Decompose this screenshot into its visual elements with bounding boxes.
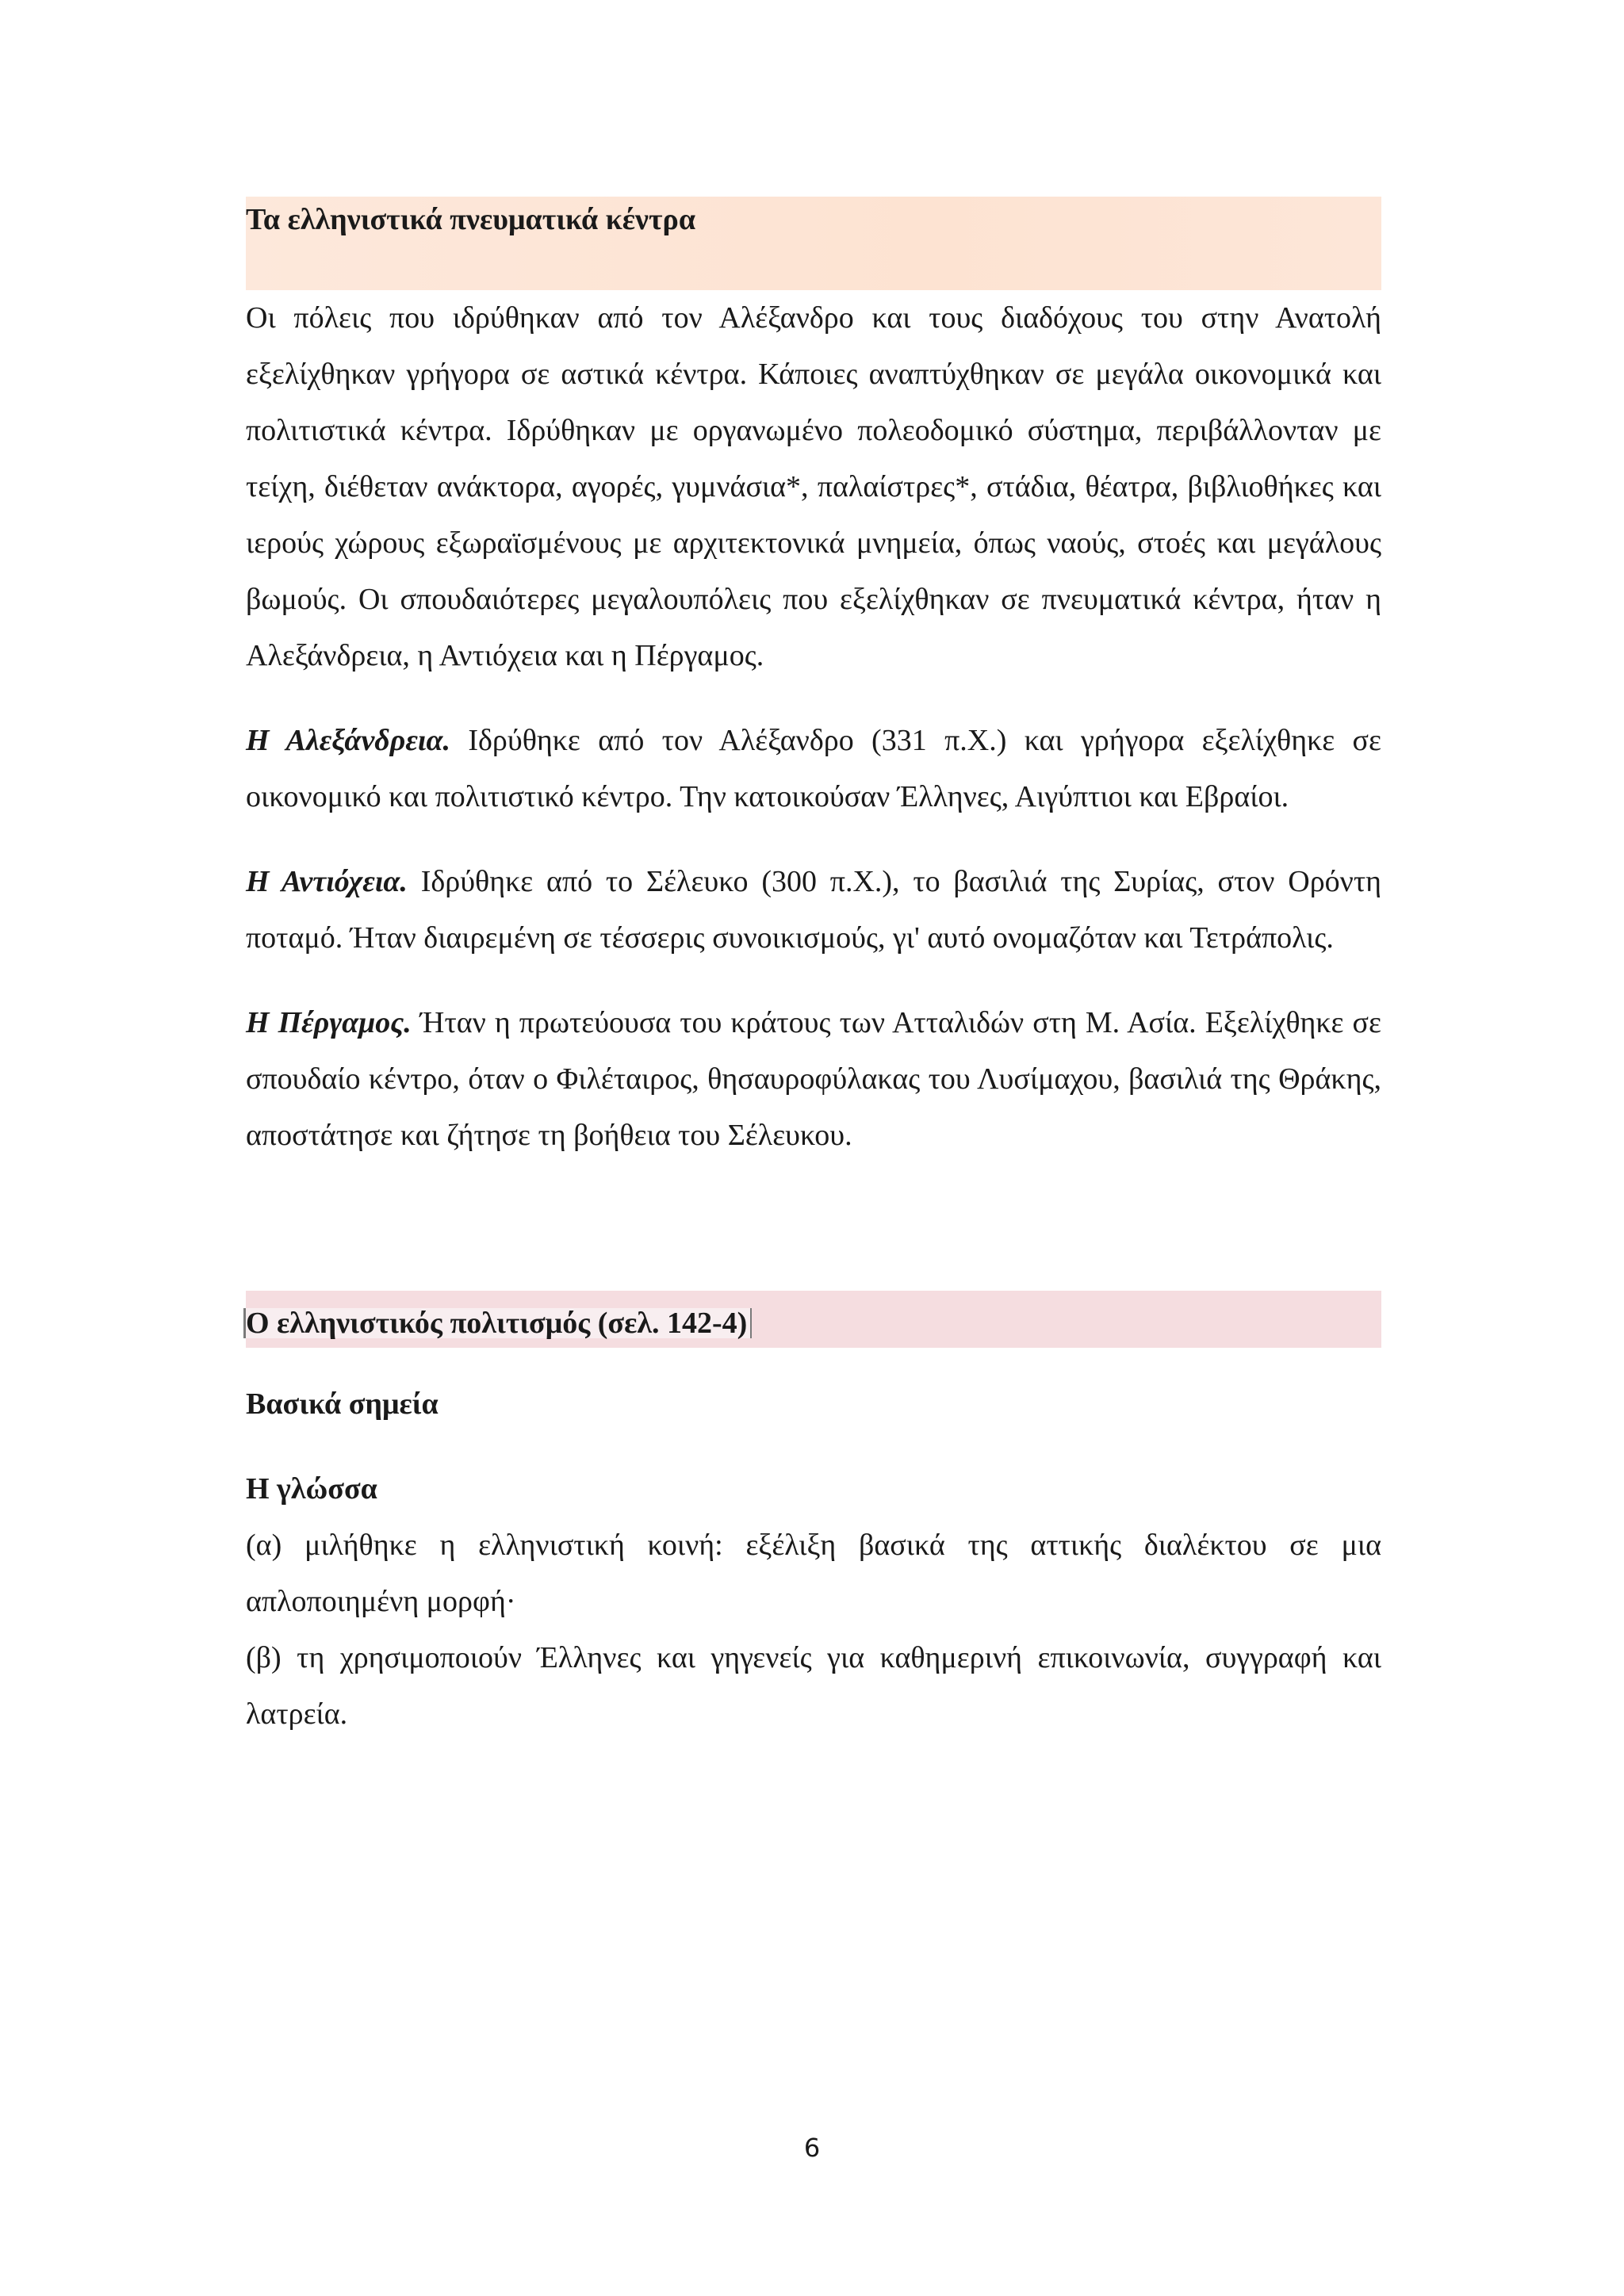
section-heading-band [246, 1291, 1381, 1348]
city-paragraph-antioch [246, 854, 1381, 966]
sub-heading: Βασικά σημεία [246, 1387, 439, 1421]
point-item: (α) μιλήθηκε η ελληνιστική κοινή: εξέλιξη βασικά της αττικής διαλέκτου σε μια απλοποιημένη μορφή· [246, 1529, 1381, 1618]
page-number: 6 [803, 2133, 821, 2163]
city-paragraph-alexandria [246, 713, 1381, 825]
city-name: Η Αντιόχεια. [246, 865, 408, 898]
section-heading-band [246, 197, 1381, 290]
city-text: Ιδρύθηκε από το Σέλευκο (300 π.Χ.), το βασιλιά της Συρίας, στον Ορόντη ποταμό. Ήταν διαιρεμένη σε τέσσερις συνοικισμούς, γι' αυτό ονομαζόταν και Τετράπολις. [246, 865, 1382, 955]
city-text: Ήταν η πρωτεύουσα του κράτους των Ατταλιδών στη Μ. Ασία. Εξελίχθηκε σε σπουδαίο κέντρο, όταν ο Φιλέταιρος, θησαυροφύλακας του Λυσίμαχου, βασιλιά της Θράκης, αποστάτησε και ζήτησε τη βοήθεια του Σέλευκου. [246, 1006, 1381, 1152]
topic-heading: Η γλώσσα [246, 1472, 377, 1506]
page-content [246, 197, 1381, 1743]
intro-paragraph: Οι πόλεις που ιδρύθηκαν από τον Αλέξανδρο και τους διαδόχους του στην Ανατολή εξελίχθηκαν γρήγορα σε αστικά κέντρα. Κάποιες αναπτύχθηκαν σε μεγάλα οικονομικά και πολιτιστικά κέντρα. Ιδρύθηκαν με οργανωμένο πολεοδομικό σύστημα, περιβάλλονταν με τείχη, διέθεταν ανάκτορα, αγορές, γυμνάσια*, παλαίστρες*, στάδια, θέατρα, βιβλιοθήκες και ιερούς χώρους εξωραϊσμένους με αρχιτεκτονικά μνημεία, όπως ναούς, στοές και μεγάλους βωμούς. Οι σπουδαιότερες μεγαλουπόλεις που εξελίχθηκαν σε πνευματικά κέντρα, ήταν η Αλεξάνδρεια, η Αντιόχεια και η Πέργαμος. [246, 301, 1381, 672]
section-heading: Τα ελληνιστικά πνευματικά κέντρα [246, 203, 696, 236]
city-name: Η Πέργαμος. [246, 1006, 412, 1039]
city-paragraph-pergamon [246, 995, 1381, 1164]
city-name: Η Αλεξάνδρεια. [246, 724, 451, 757]
city-text: Ιδρύθηκε από τον Αλέξανδρο (331 π.Χ.) και γρήγορα εξελίχθηκε σε οικονομικό και πολιτιστικό κέντρο. Την κατοικούσαν Έλληνες, Αιγύπτιοι και Εβραίοι. [246, 724, 1381, 813]
point-item: (β) τη χρησιμοποιούν Έλληνες και γηγενείς για καθημερινή επικοινωνία, συγγραφή και λατρεία. [246, 1641, 1381, 1731]
section-heading: Ο ελληνιστικός πολιτισμός (σελ. 142-4) [243, 1308, 752, 1338]
